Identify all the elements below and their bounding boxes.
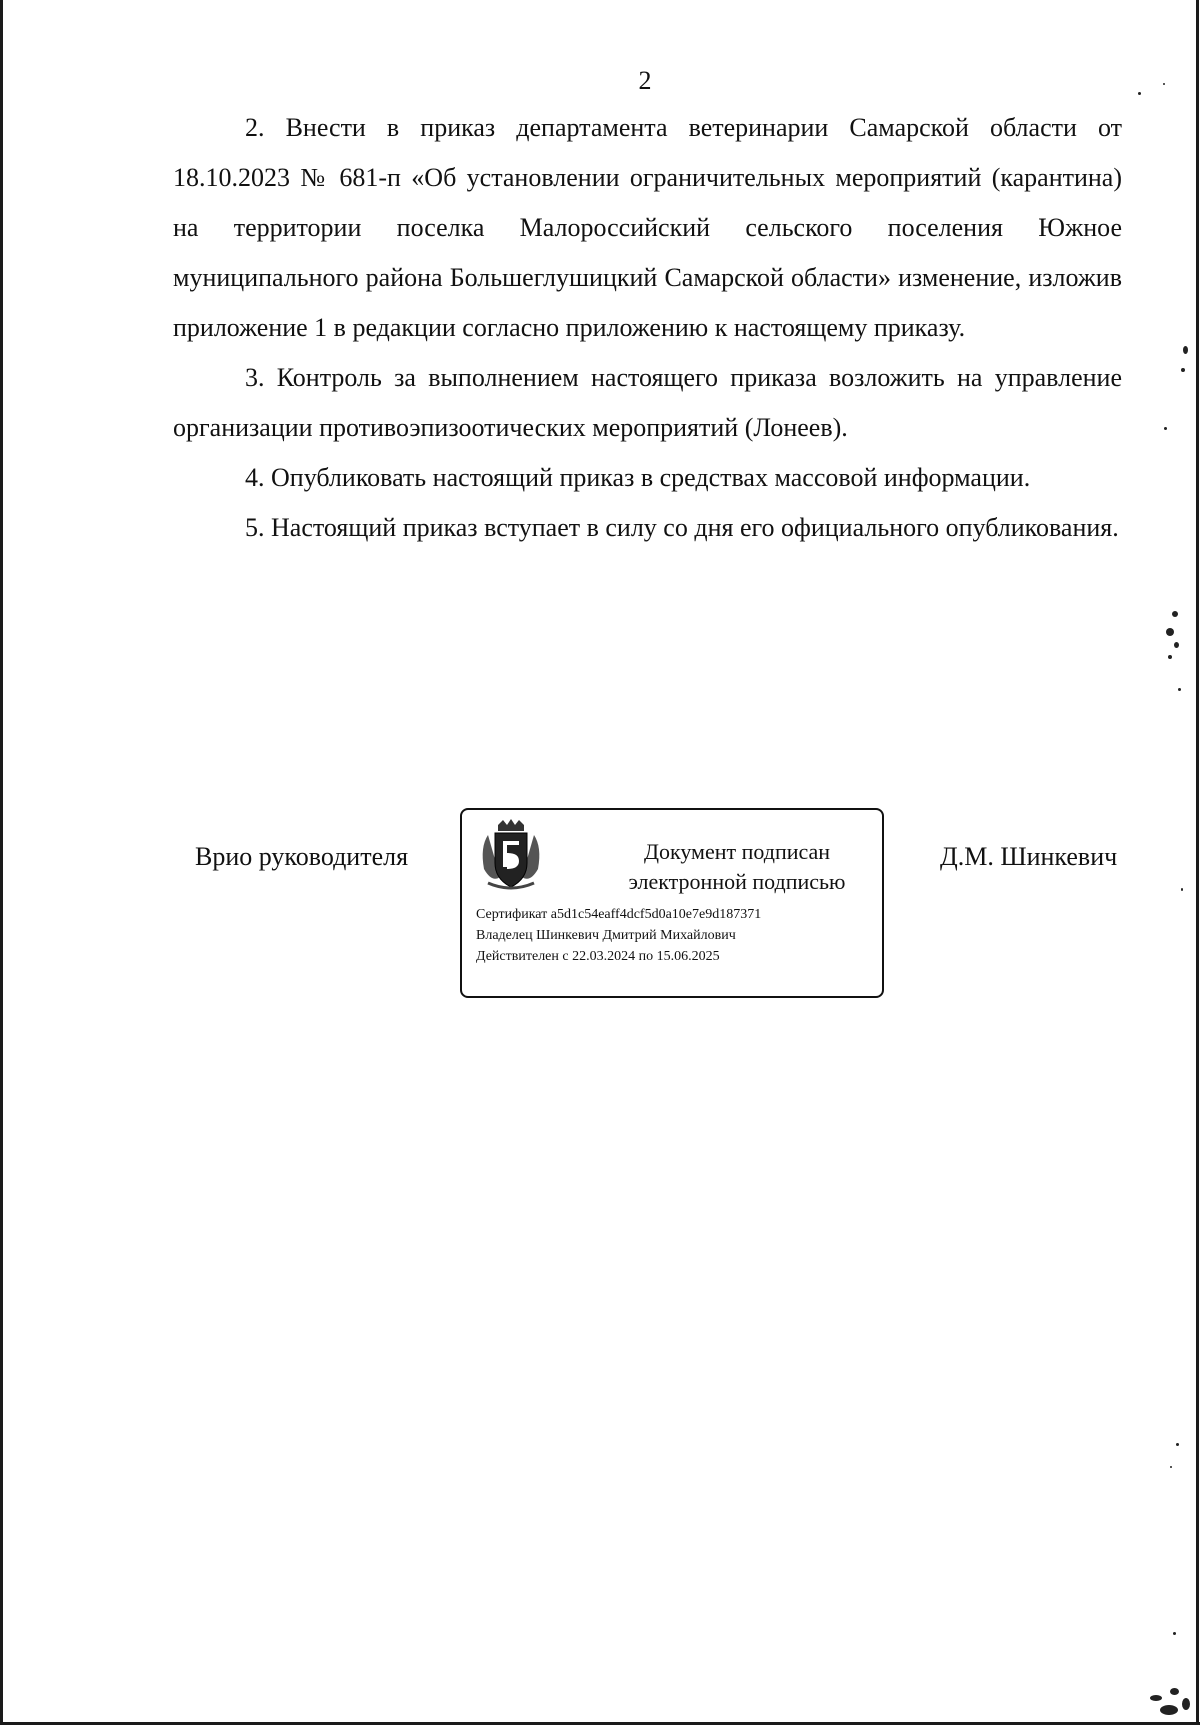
scan-edge-right [1196,0,1199,1725]
page-number: 2 [638,66,652,95]
electronic-signature-stamp [460,808,884,998]
stamp-title-line-2: электронной подписью [628,869,846,894]
paragraph-item-3: 3. Контроль за выполнением настоящего приказа возложить на управление организации противоэпизоотических мероприятий (Лонеев). [173,363,1122,442]
signatory-name: Д.М. Шинкевич [940,842,1118,871]
samara-region-coat-of-arms-icon [476,817,546,893]
stamp-validity: Действителен с 22.03.2024 по 15.06.2025 [476,949,720,964]
stamp-title-line-1: Документ подписан [643,839,831,864]
stamp-title [592,837,882,897]
paragraph-item-2: 2. Внести в приказ департамента ветеринарии Самарской области от 18.10.2023 № 681-п «Об установлении ограничительных мероприятий (карантина) на территории поселка Малороссийский сельского поселения Южное муниципального района Большеглушицкий Самарской области» изменение, изложив приложение 1 в редакции согласно приложению к настоящему приказу. [173,113,1122,342]
stamp-certificate: Сертификат a5d1c54eaff4dcf5d0a10e7e9d187371 [476,907,762,922]
paragraph-item-5: 5. Настоящий приказ вступает в силу со дня его официального опубликования. [245,513,1119,542]
paragraph-item-4: 4. Опубликовать настоящий приказ в средствах массовой информации. [245,463,1031,492]
stamp-owner: Владелец Шинкевич Дмитрий Михайлович [476,928,736,943]
signatory-role: Врио руководителя [195,842,409,871]
scan-edge-left [0,0,3,1725]
document-body [173,103,1122,553]
